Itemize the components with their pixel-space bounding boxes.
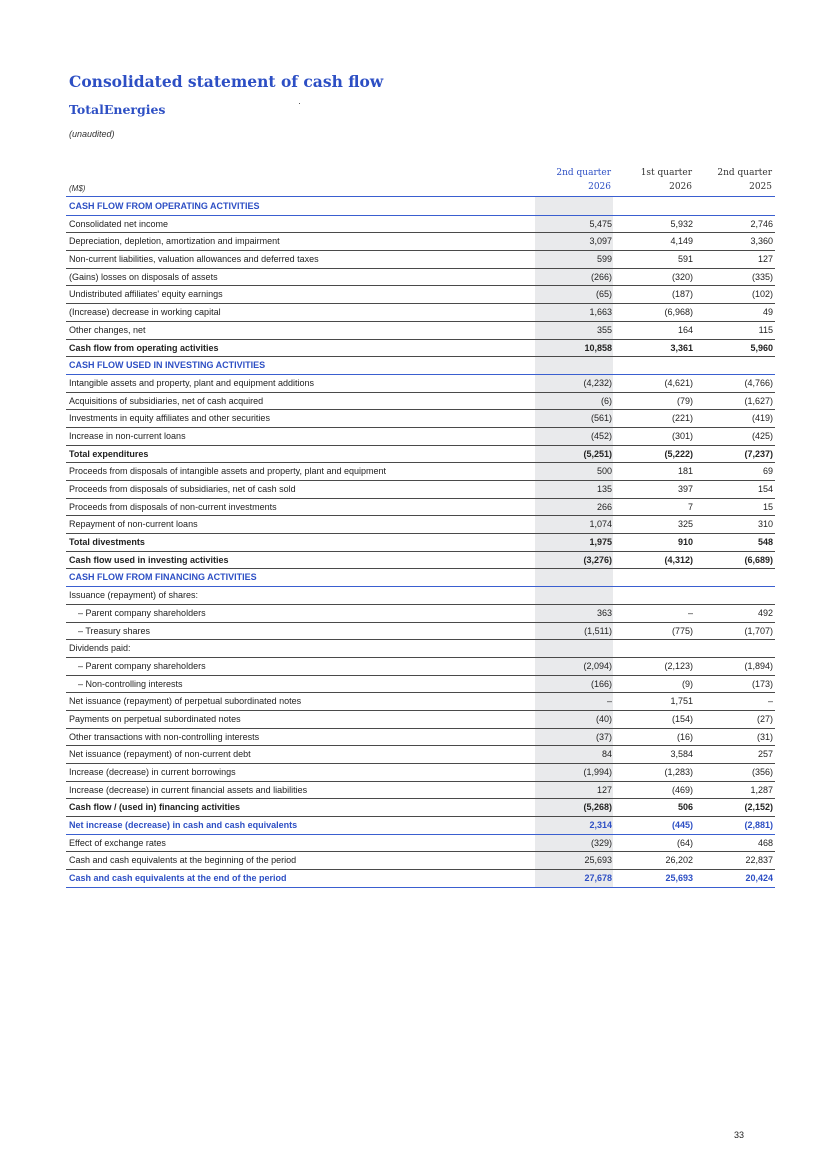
value-cell: (1,894) [744,660,773,671]
row-label: – Non-controlling interests [78,678,183,689]
table-row [66,463,775,481]
row-label: Cash and cash equivalents at the end of the period [69,873,287,884]
value-cell: (31) [756,731,773,742]
value-cell: – [767,696,773,707]
row-label: Proceeds from disposals of non-current investments [69,501,277,512]
value-cell: (4,312) [664,554,693,565]
value-cell: (4,232) [583,377,612,388]
table-row [66,799,775,817]
value-cell: (2,881) [744,820,773,831]
value-cell: (6,968) [664,307,693,318]
value-cell: 1,751 [670,696,693,707]
value-cell: 310 [757,519,773,530]
row-label: Investments in equity affiliates and other securities [69,413,270,424]
table-row [66,393,775,411]
row-label: Cash flow / (used in) financing activities [69,802,241,813]
value-cell: 910 [677,537,693,548]
unit-label: (M$) [69,184,86,193]
row-label: Net increase (decrease) in cash and cash equivalents [69,820,298,831]
table-row [66,782,775,800]
value-cell: 2,314 [589,820,612,831]
value-cell: (469) [671,784,693,795]
unaudited-note: (unaudited) [69,129,115,139]
row-label: Total expenditures [69,448,149,459]
table-row [66,340,775,358]
table-row [66,534,775,552]
value-cell: 164 [677,324,693,335]
row-label: Undistributed affiliates' equity earnings [69,289,223,300]
value-cell: 15 [762,501,773,512]
table-row [66,251,775,269]
value-cell: 397 [677,484,693,494]
value-cell: (221) [671,413,693,424]
value-cell: (561) [590,413,612,424]
row-label: Consolidated net income [69,218,169,229]
row-label: Intangible assets and property, plant and equipment additions [69,377,314,388]
column-header-period: 1st quarter [640,168,692,178]
row-label: CASH FLOW FROM OPERATING ACTIVITIES [69,201,260,211]
value-cell: 257 [757,749,773,760]
value-cell: 135 [596,484,612,494]
table-row [66,322,775,340]
value-cell: 115 [758,324,773,335]
value-cell: – [606,696,612,707]
value-cell: 127 [596,784,612,795]
row-label: Issuance (repayment) of shares: [69,590,199,601]
row-label: Cash and cash equivalents at the beginning of the period [69,855,297,866]
table-row [66,375,775,393]
value-cell: 2,746 [750,218,773,229]
value-cell: 49 [762,307,773,318]
row-label: – Parent company shareholders [78,660,206,671]
row-label: – Parent company shareholders [78,607,206,618]
value-cell: (335) [751,271,773,282]
value-cell: 3,584 [670,749,693,760]
row-label: Cash flow used in investing activities [69,554,229,565]
table-row [66,587,775,605]
row-label: CASH FLOW FROM FINANCING ACTIVITIES [69,572,257,583]
value-cell: (329) [590,837,612,848]
value-cell: 599 [596,254,612,265]
value-cell: 3,097 [589,236,612,247]
column-header-prior-year [692,166,772,196]
table-row [66,269,775,287]
value-cell: 468 [757,837,773,848]
row-label: – Treasury shares [78,625,151,636]
value-cell: (5,251) [583,448,612,459]
table-row [66,446,775,464]
column-header-year: 2026 [588,182,611,192]
value-cell: (64) [676,837,693,848]
value-cell: 500 [596,466,612,477]
value-cell: 20,424 [745,873,773,884]
table-row [66,216,775,234]
row-label: Proceeds from disposals of intangible assets and property, plant and equipment [69,466,387,477]
value-cell: 591 [677,254,693,265]
value-cell: 325 [677,519,693,530]
value-cell: (452) [590,430,612,441]
section-header-row [66,569,775,587]
value-cell: (7,237) [744,448,773,459]
value-cell: (1,627) [744,395,773,406]
row-label: Total divestments [69,537,145,548]
row-label: Depreciation, depletion, amortization and impairment [69,236,280,247]
value-cell: 1,074 [589,519,612,530]
value-cell: (5,222) [664,448,693,459]
column-header-current [531,166,611,196]
value-cell: (775) [671,625,693,636]
value-cell: 26,202 [665,855,693,866]
value-cell: (425) [751,430,773,441]
value-cell: (79) [676,395,693,406]
value-cell: (6,689) [744,554,773,565]
value-cell: (2,123) [664,660,693,671]
row-label: Other transactions with non-controlling interests [69,731,260,742]
value-cell: (102) [751,289,773,300]
row-label: (Gains) losses on disposals of assets [69,271,218,282]
value-cell: 3,360 [750,236,773,247]
row-label: Effect of exchange rates [69,837,166,848]
value-cell: 548 [757,537,773,548]
value-cell: (166) [590,678,612,689]
value-cell: 1,975 [589,537,612,548]
value-cell: 506 [677,802,693,813]
value-cell: (356) [751,767,773,777]
row-label: Cash flow from operating activities [69,342,219,353]
row-label: Increase in non-current loans [69,430,186,441]
row-label: (Increase) decrease in working capital [69,307,221,318]
value-cell: (301) [671,430,693,441]
table-row [66,286,775,304]
value-cell: (6) [601,395,612,406]
table-row [66,428,775,446]
value-cell: 10,858 [584,342,612,353]
table-row [66,729,775,747]
page-title: Consolidated statement of cash flow [69,72,384,91]
column-header-year: 2025 [749,182,772,192]
table-row [66,640,775,658]
value-cell: (187) [671,289,693,300]
value-cell: – [687,607,693,618]
table-row [66,711,775,729]
row-label: Payments on perpetual subordinated notes [69,713,241,724]
table-row [66,410,775,428]
row-label: Net issuance (repayment) of non-current debt [69,749,251,760]
value-cell: (40) [595,713,612,724]
table-row [66,233,775,251]
table-row [66,623,775,641]
table-row [66,870,775,888]
value-cell: 5,960 [750,342,773,353]
value-cell: (1,283) [664,767,693,777]
table-row [66,852,775,870]
value-cell: (9) [682,678,693,689]
row-label: Proceeds from disposals of subsidiaries, net of cash sold [69,484,296,494]
row-label: Repayment of non-current loans [69,519,198,530]
table-row [66,499,775,517]
table-row [66,835,775,853]
value-cell: (2,094) [583,660,612,671]
table-row [66,658,775,676]
value-cell: (27) [756,713,773,724]
value-cell: (4,766) [744,377,773,388]
column-header-period: 2nd quarter [556,168,611,178]
row-label: Net issuance (repayment) of perpetual subordinated notes [69,696,302,707]
table-row [66,693,775,711]
table-row [66,516,775,534]
value-cell: (65) [595,289,612,300]
value-cell: 4,149 [670,236,693,247]
row-label: Other changes, net [69,324,146,335]
table-row [66,481,775,499]
row-label: Increase (decrease) in current borrowings [69,767,236,777]
value-cell: 25,693 [584,855,612,866]
value-cell: (1,511) [584,625,612,636]
row-label: CASH FLOW USED IN INVESTING ACTIVITIES [69,360,266,371]
stray-dot [299,103,300,104]
value-cell: (266) [590,271,612,282]
column-header-previous-quarter [612,166,692,196]
value-cell: 266 [596,501,612,512]
value-cell: (16) [676,731,693,742]
value-cell: (419) [751,413,773,424]
value-cell: (154) [671,713,693,724]
table-row [66,746,775,764]
table-top-rule [66,196,775,197]
value-cell: (1,994) [583,767,612,777]
value-cell: (37) [595,731,612,742]
column-header-period: 2nd quarter [717,168,772,178]
row-label: Dividends paid: [69,643,131,654]
cash-flow-table [66,198,775,888]
value-cell: 3,361 [670,342,693,353]
row-label: Acquisitions of subsidiaries, net of cash acquired [69,395,264,406]
table-row [66,764,775,782]
company-name: TotalEnergies [69,102,166,117]
table-row [66,552,775,570]
table-row [66,817,775,835]
value-cell: 1,287 [750,784,773,795]
table-row [66,304,775,322]
value-cell: 27,678 [584,873,612,884]
value-cell: (5,268) [583,802,612,813]
value-cell: 1,663 [589,307,612,318]
table-row [66,676,775,694]
value-cell: 84 [601,749,612,760]
row-label: Non-current liabilities, valuation allowances and deferred taxes [69,254,319,265]
page-number: 33 [734,1130,745,1140]
value-cell: (445) [671,820,693,831]
value-cell: 7 [687,501,693,512]
value-cell: (4,621) [664,377,693,388]
value-cell: 154 [757,484,773,494]
value-cell: 5,932 [670,218,693,229]
value-cell: 22,837 [745,855,773,866]
section-header-row [66,357,775,375]
value-cell: 5,475 [589,218,612,229]
value-cell: 492 [757,607,773,618]
value-cell: 25,693 [665,873,693,884]
value-cell: (320) [671,271,693,282]
value-cell: (1,707) [744,625,773,636]
value-cell: (2,152) [744,802,773,813]
value-cell: 363 [596,607,612,618]
value-cell: (3,276) [583,554,612,565]
value-cell: 69 [762,466,773,477]
column-header-year: 2026 [669,182,692,192]
value-cell: 181 [677,466,693,477]
value-cell: 127 [757,254,773,265]
row-label: Increase (decrease) in current financial assets and liabilities [69,784,308,795]
value-cell: (173) [751,678,773,689]
value-cell: 355 [596,324,612,335]
section-header-row [66,198,775,216]
table-row [66,605,775,623]
